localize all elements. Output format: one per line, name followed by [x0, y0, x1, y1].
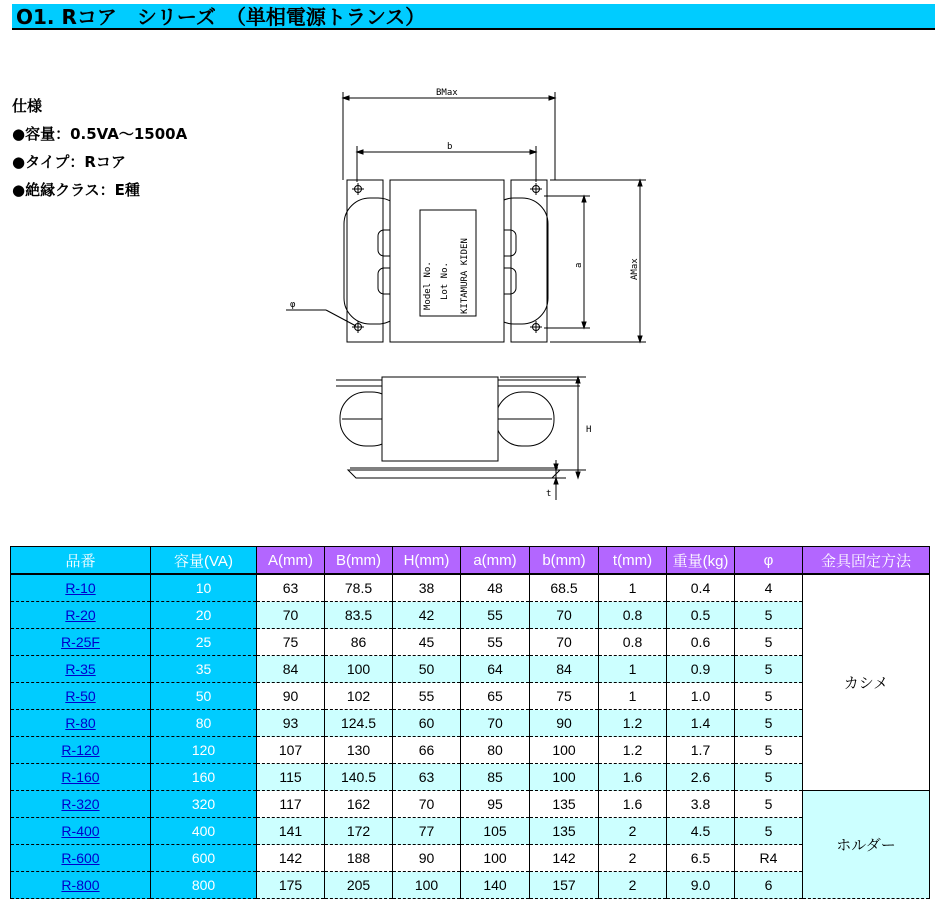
cell-weight: 2.6: [667, 764, 735, 791]
nameplate-model: Model No.: [423, 261, 433, 310]
cell-b-pitch: 84: [530, 656, 599, 683]
transformer-drawing: [270, 80, 660, 510]
dim-t: t: [546, 489, 552, 499]
cell-phi: 5: [735, 764, 803, 791]
cell-phi: 5: [735, 683, 803, 710]
cell-weight: 1.4: [667, 710, 735, 737]
table-body: [11, 574, 930, 899]
cell-capacity: 50: [151, 683, 257, 710]
table-row: [11, 629, 930, 656]
cell-b-pitch: 75: [530, 683, 599, 710]
cell-a-pitch: 95: [461, 791, 530, 818]
page-title: O1. Rコア シリーズ （単相電源トランス）: [12, 4, 935, 30]
cell-thickness: 1.2: [599, 710, 667, 737]
cell-capacity: 400: [151, 818, 257, 845]
nameplate-maker: KITAMURA KIDEN: [460, 238, 470, 314]
header-part-no: 品番: [11, 547, 151, 575]
cell-h-dim: 100: [393, 872, 461, 899]
part-link[interactable]: R-10: [65, 580, 96, 596]
cell-b-pitch: 100: [530, 764, 599, 791]
cell-a-dim: 70: [257, 602, 325, 629]
dim-bmax: BMax: [436, 88, 458, 98]
table-row: [11, 683, 930, 710]
cell-h-dim: 63: [393, 764, 461, 791]
dim-b: b: [447, 142, 453, 152]
header-a-pitch: a(mm): [461, 547, 530, 575]
cell-part-no: [11, 764, 151, 791]
cell-capacity: 800: [151, 872, 257, 899]
cell-b-dim: 130: [325, 737, 393, 764]
dim-amax: AMax: [630, 258, 640, 280]
cell-h-dim: 50: [393, 656, 461, 683]
cell-h-dim: 55: [393, 683, 461, 710]
dim-a: a: [574, 262, 584, 268]
cell-h-dim: 38: [393, 574, 461, 602]
table-row: [11, 574, 930, 602]
table-row: [11, 845, 930, 872]
cell-phi: 5: [735, 818, 803, 845]
cell-weight: 1.7: [667, 737, 735, 764]
cell-b-dim: 188: [325, 845, 393, 872]
cell-thickness: 2: [599, 845, 667, 872]
cell-b-dim: 86: [325, 629, 393, 656]
part-link[interactable]: R-160: [61, 769, 100, 785]
cell-a-dim: 84: [257, 656, 325, 683]
table-header-row: [11, 547, 930, 575]
header-capacity: 容量(VA): [151, 547, 257, 575]
cell-part-no: [11, 710, 151, 737]
cell-phi: 5: [735, 602, 803, 629]
cell-b-dim: 100: [325, 656, 393, 683]
cell-weight: 1.0: [667, 683, 735, 710]
header-thickness: t(mm): [599, 547, 667, 575]
part-link[interactable]: R-800: [61, 877, 100, 893]
cell-b-pitch: 68.5: [530, 574, 599, 602]
cell-part-no: [11, 602, 151, 629]
cell-b-pitch: 70: [530, 602, 599, 629]
cell-weight: 9.0: [667, 872, 735, 899]
header-a-dim: A(mm): [257, 547, 325, 575]
cell-h-dim: 90: [393, 845, 461, 872]
cell-a-pitch: 48: [461, 574, 530, 602]
cell-part-no: [11, 872, 151, 899]
side-view: [336, 377, 591, 500]
cell-b-dim: 162: [325, 791, 393, 818]
spec-insulation: ●絶縁クラス：E種: [12, 181, 140, 199]
cell-b-dim: 205: [325, 872, 393, 899]
cell-a-dim: 90: [257, 683, 325, 710]
cell-thickness: 2: [599, 818, 667, 845]
cell-capacity: 10: [151, 574, 257, 602]
header-fixing: 金具固定方法: [803, 547, 930, 575]
cell-a-dim: 117: [257, 791, 325, 818]
cell-capacity: 35: [151, 656, 257, 683]
cell-b-pitch: 142: [530, 845, 599, 872]
part-link[interactable]: R-120: [61, 742, 100, 758]
cell-a-pitch: 105: [461, 818, 530, 845]
cell-h-dim: 60: [393, 710, 461, 737]
cell-a-dim: 75: [257, 629, 325, 656]
header-weight: 重量(kg): [667, 547, 735, 575]
cell-part-no: [11, 629, 151, 656]
cell-part-no: [11, 574, 151, 602]
part-link[interactable]: R-400: [61, 823, 100, 839]
cell-thickness: 1.6: [599, 791, 667, 818]
cell-phi: 5: [735, 737, 803, 764]
cell-a-pitch: 65: [461, 683, 530, 710]
table-row: [11, 791, 930, 818]
product-table: [10, 546, 930, 899]
cell-capacity: 600: [151, 845, 257, 872]
cell-a-dim: 141: [257, 818, 325, 845]
cell-b-pitch: 70: [530, 629, 599, 656]
cell-thickness: 1: [599, 683, 667, 710]
cell-b-pitch: 135: [530, 818, 599, 845]
part-link[interactable]: R-80: [65, 715, 96, 731]
cell-a-pitch: 80: [461, 737, 530, 764]
cell-b-dim: 124.5: [325, 710, 393, 737]
part-link[interactable]: R-320: [61, 796, 100, 812]
cell-weight: 0.6: [667, 629, 735, 656]
cell-weight: 3.8: [667, 791, 735, 818]
cell-b-pitch: 90: [530, 710, 599, 737]
cell-a-pitch: 55: [461, 602, 530, 629]
cell-a-pitch: 85: [461, 764, 530, 791]
cell-a-pitch: 140: [461, 872, 530, 899]
cell-h-dim: 45: [393, 629, 461, 656]
cell-part-no: [11, 818, 151, 845]
table-row: [11, 764, 930, 791]
cell-a-dim: 93: [257, 710, 325, 737]
cell-b-dim: 83.5: [325, 602, 393, 629]
cell-h-dim: 77: [393, 818, 461, 845]
cell-b-pitch: 157: [530, 872, 599, 899]
cell-a-pitch: 70: [461, 710, 530, 737]
cell-a-pitch: 55: [461, 629, 530, 656]
cell-phi: 4: [735, 574, 803, 602]
cell-h-dim: 42: [393, 602, 461, 629]
cell-phi: 5: [735, 656, 803, 683]
spec-heading: 仕様: [12, 97, 43, 115]
cell-weight: 0.4: [667, 574, 735, 602]
table-row: [11, 818, 930, 845]
cell-part-no: [11, 683, 151, 710]
cell-capacity: 160: [151, 764, 257, 791]
part-link[interactable]: R-600: [61, 850, 100, 866]
cell-h-dim: 66: [393, 737, 461, 764]
cell-weight: 4.5: [667, 818, 735, 845]
cell-part-no: [11, 737, 151, 764]
header-b-pitch: b(mm): [530, 547, 599, 575]
cell-b-dim: 172: [325, 818, 393, 845]
top-view: [286, 88, 646, 342]
cell-phi: 5: [735, 791, 803, 818]
table-row: [11, 710, 930, 737]
cell-thickness: 1.6: [599, 764, 667, 791]
cell-fixing-caulk: カシメ: [803, 574, 930, 791]
cell-phi: 5: [735, 629, 803, 656]
spec-type: ●タイプ：Rコア: [12, 153, 126, 171]
cell-b-pitch: 100: [530, 737, 599, 764]
cell-thickness: 1.2: [599, 737, 667, 764]
cell-fixing-holder: ホルダー: [803, 791, 930, 899]
nameplate-lot: Lot No.: [440, 262, 450, 300]
header-phi: φ: [735, 547, 803, 575]
cell-capacity: 80: [151, 710, 257, 737]
cell-thickness: 0.8: [599, 629, 667, 656]
cell-thickness: 2: [599, 872, 667, 899]
cell-capacity: 120: [151, 737, 257, 764]
cell-thickness: 1: [599, 574, 667, 602]
cell-capacity: 20: [151, 602, 257, 629]
cell-thickness: 0.8: [599, 602, 667, 629]
cell-h-dim: 70: [393, 791, 461, 818]
cell-b-dim: 140.5: [325, 764, 393, 791]
part-link[interactable]: R-25F: [61, 634, 100, 650]
cell-a-dim: 107: [257, 737, 325, 764]
cell-b-pitch: 135: [530, 791, 599, 818]
cell-weight: 0.5: [667, 602, 735, 629]
header-b-dim: B(mm): [325, 547, 393, 575]
part-link[interactable]: R-20: [65, 607, 96, 623]
part-link[interactable]: R-50: [65, 688, 96, 704]
cell-weight: 6.5: [667, 845, 735, 872]
table-row: [11, 872, 930, 899]
cell-a-pitch: 64: [461, 656, 530, 683]
table-row: [11, 602, 930, 629]
cell-a-dim: 175: [257, 872, 325, 899]
cell-capacity: 320: [151, 791, 257, 818]
part-link[interactable]: R-35: [65, 661, 96, 677]
cell-b-dim: 102: [325, 683, 393, 710]
header-h-dim: H(mm): [393, 547, 461, 575]
cell-part-no: [11, 656, 151, 683]
cell-capacity: 25: [151, 629, 257, 656]
cell-phi: 6: [735, 872, 803, 899]
table-row: [11, 737, 930, 764]
spec-section: [12, 92, 187, 204]
cell-phi: 5: [735, 710, 803, 737]
cell-a-dim: 142: [257, 845, 325, 872]
dim-h: H: [586, 425, 592, 435]
cell-phi: R4: [735, 845, 803, 872]
cell-part-no: [11, 845, 151, 872]
cell-thickness: 1: [599, 656, 667, 683]
spec-capacity: ●容量：0.5VA～1500A: [12, 125, 188, 143]
cell-a-dim: 115: [257, 764, 325, 791]
cell-part-no: [11, 791, 151, 818]
cell-b-dim: 78.5: [325, 574, 393, 602]
table-row: [11, 656, 930, 683]
cell-a-pitch: 100: [461, 845, 530, 872]
dim-phi: φ: [290, 300, 296, 310]
cell-a-dim: 63: [257, 574, 325, 602]
cell-weight: 0.9: [667, 656, 735, 683]
